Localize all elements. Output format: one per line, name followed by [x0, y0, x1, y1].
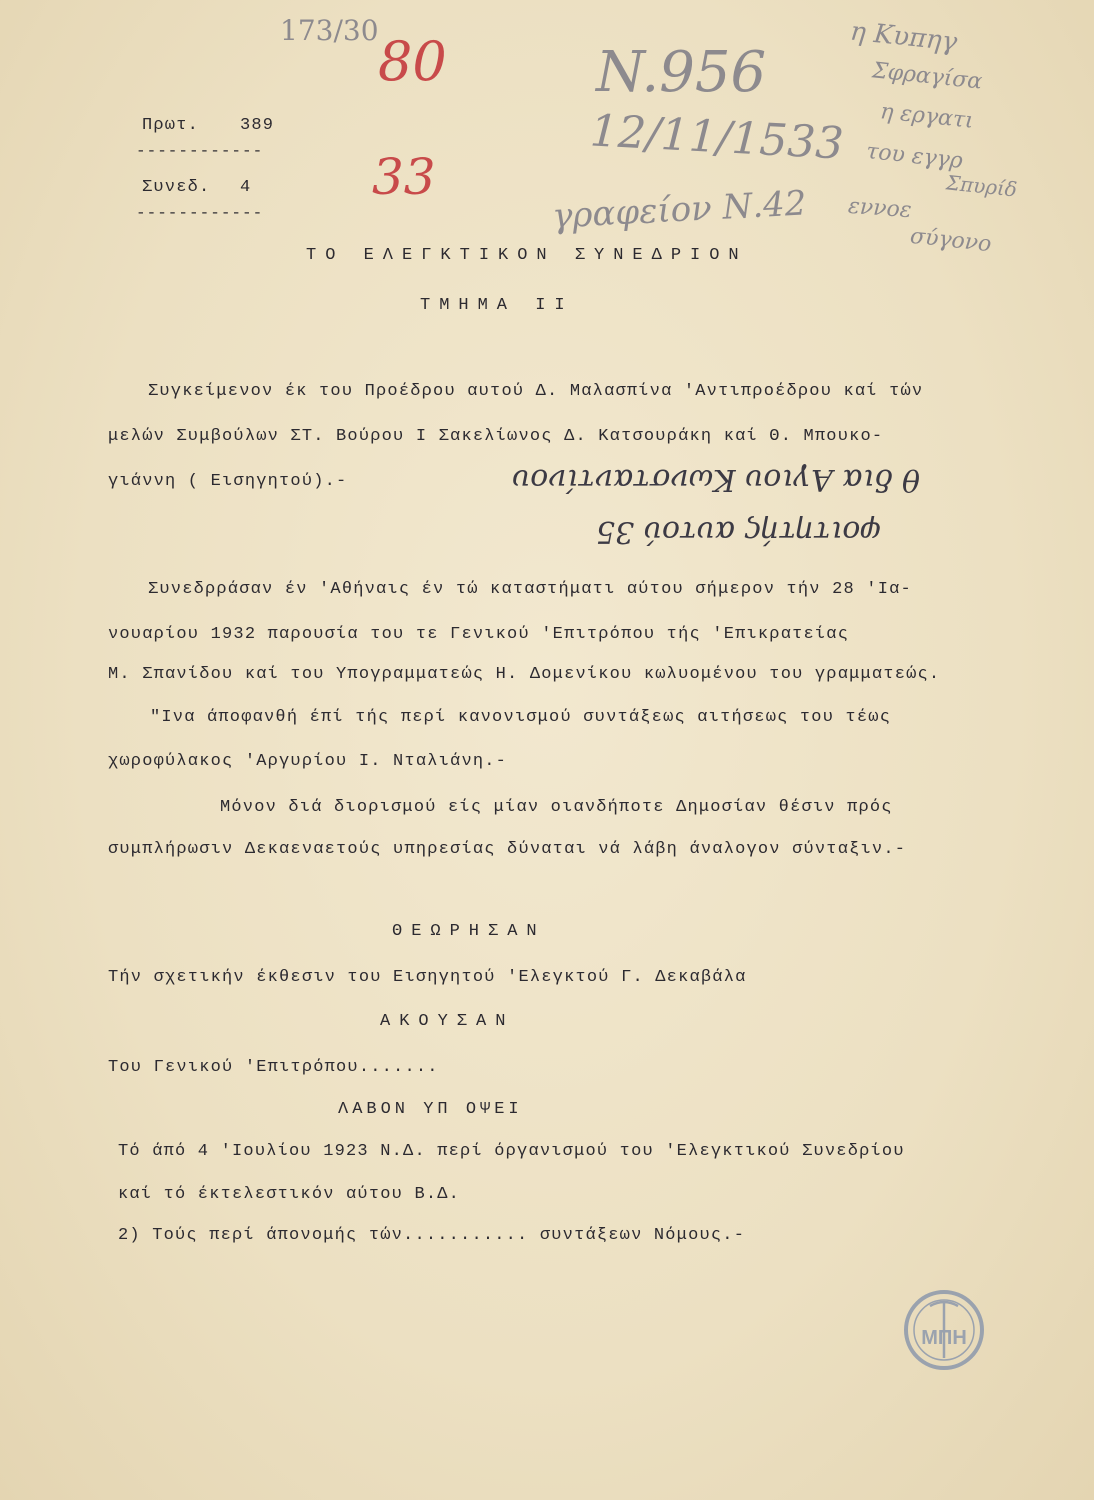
red-mark: 33	[372, 148, 436, 206]
handwritten-line-1: θ δια Αγιου Κωνσταντίνου	[512, 462, 920, 497]
purpose-line-2: χωροφύλακος 'Αργυρίου Ι. Νταλιάνη.-	[108, 752, 508, 771]
heard-text: Του Γενικού 'Επιτρόπου.......	[108, 1058, 439, 1077]
composition-line-3: γιάννη ( Εισηγητού).-	[108, 472, 348, 491]
pencil-margin-line-7: σύγονο	[908, 223, 993, 258]
protocol-underline: ------------	[136, 142, 264, 160]
stamp-text: ΜΠΗ	[921, 1327, 967, 1349]
considered-heading: ΘΕΩΡΗΣΑΝ	[392, 922, 546, 941]
pencil-number: N.956	[596, 40, 767, 105]
composition-line-1: Συγκείμενον έκ του Προέδρου αυτού Δ. Μαλασπίνα 'Αντιπροέδρου καί τών	[148, 382, 924, 401]
archive-number: 173/30	[280, 14, 379, 47]
note-line-1: Μόνον διά διορισμού είς μίαν οιανδήποτε Δημοσίαν θέσιν πρός	[220, 798, 893, 817]
section-title: ΤΜΗΜΑ ΙΙ	[420, 296, 574, 315]
pencil-file-note: γραφείον Ν.42	[551, 183, 808, 237]
archive-stamp-logo	[902, 1288, 986, 1372]
session-line-1: Συνεδρράσαν έν 'Αθήναις έν τώ καταστήματι αύτου σήμερον τήν 28 'Ια-	[148, 580, 912, 599]
session-line-2: νουαρίου 1932 παρουσία του τε Γενικού 'Επιτρόπου τής 'Επικρατείας	[108, 625, 850, 644]
note-line-2: συμπλήρωσιν Δεκαεναετούς υπηρεσίας δύναται νά λάβη άναλογον σύνταξιν.-	[108, 840, 907, 859]
pencil-margin-line-3: η εργατι	[878, 99, 975, 134]
pencil-margin-line-4: του εγγρ	[864, 139, 964, 174]
session-line-3: Μ. Σπανίδου καί του Υπογραμματεώς Η. Δομενίκου κωλυομένου του γραμματεώς.	[108, 665, 941, 684]
pencil-margin-line-2: Σφραγίσα	[870, 58, 984, 95]
purpose-line-1: "Ινα άποφανθή έπί τής περί κανονισμού συντάξεως αιτήσεως του τέως	[150, 708, 892, 727]
red-folio-number: 80	[378, 30, 447, 93]
court-title: ΤΟ ΕΛΕΓΚΤΙΚΟΝ ΣΥΝΕΔΡΙΟΝ	[306, 246, 748, 265]
session-underline: ------------	[136, 204, 264, 222]
pencil-margin-line-5: Σπυρίδ	[944, 170, 1019, 202]
law-line-1: Τό άπό 4 'Ιουλίου 1923 Ν.Δ. περί όργανισμού του 'Ελεγκτικού Συνεδρίου	[118, 1142, 905, 1161]
considered-text: Τήν σχετικήν έκθεσιν του Εισηγητού 'Ελεγκτού Γ. Δεκαβάλα	[108, 968, 747, 987]
law-line-2: καί τό έκτελεστικόν αύτου Β.Δ.	[118, 1185, 461, 1204]
session-value: 4	[240, 178, 252, 197]
law-line-3: 2) Τούς περί άπονομής τών........... συντάξεων Νόμους.-	[118, 1226, 746, 1245]
taking-into-account-heading: ΛΑΒΟΝ ΥΠ ΟΨΕΙ	[338, 1100, 523, 1119]
pencil-margin-line-1: η Κυπηγ	[848, 16, 959, 58]
heard-heading: ΑΚΟΥΣΑΝ	[380, 1012, 515, 1031]
handwritten-line-2: φοιτητής αυτού 35	[596, 514, 882, 549]
composition-line-2: μελών Συμβούλων ΣΤ. Βούρου Ι Σακελίωνος Δ. Κατσουράκη καί Θ. Μπουκο-	[108, 427, 884, 446]
pencil-date: 12/11/1533	[588, 105, 845, 170]
session-label: Συνεδ.	[142, 178, 211, 197]
pencil-margin-line-6: εννοε	[847, 193, 913, 224]
protocol-value: 389	[240, 116, 275, 135]
protocol-label: Πρωτ.	[142, 116, 200, 135]
